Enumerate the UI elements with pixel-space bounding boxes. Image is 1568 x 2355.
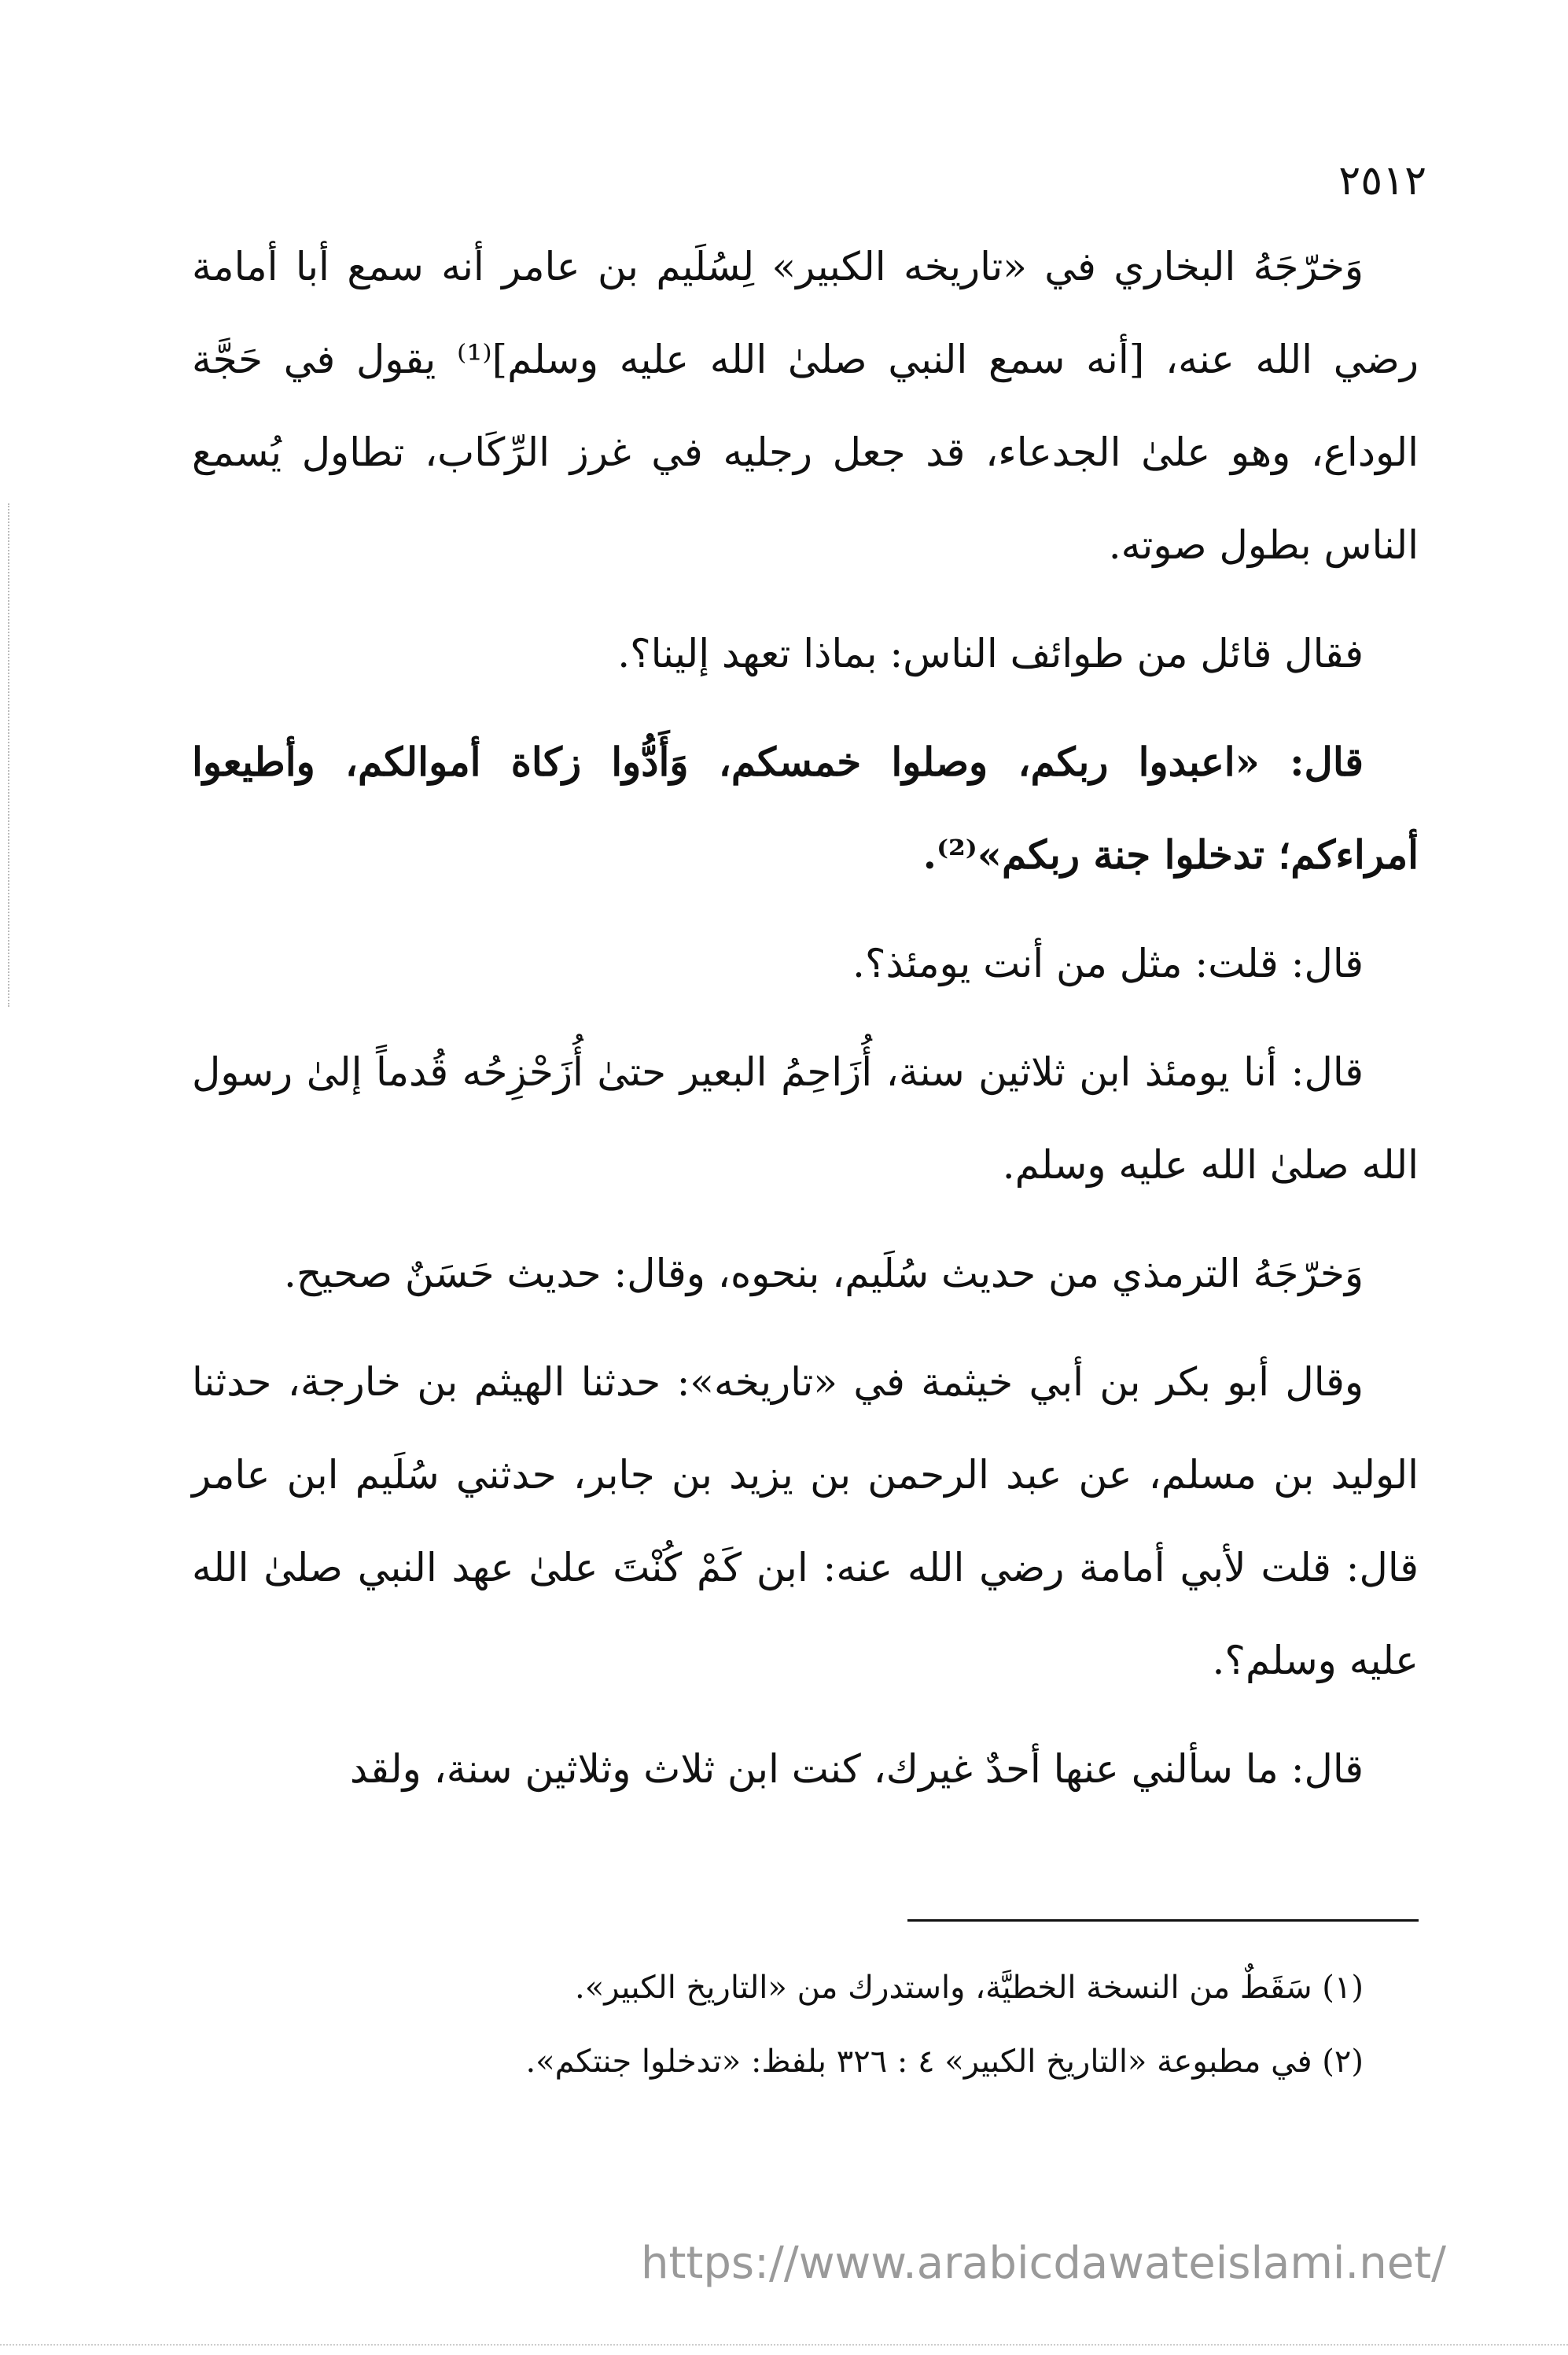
scan-bottom-edge <box>0 2344 1568 2350</box>
paragraph-tirmidhi: وَخرّجَهُ الترمذي من حديث سُلَيم، بنحوه، وقال: حديث حَسَنٌ صحيح. <box>284 1251 1364 1296</box>
page-number: ٢٥١٢ <box>1338 157 1426 205</box>
main-text <box>192 220 1419 1831</box>
paragraph-abu-bakr: وقال أبو بكر بن أبي خيثمة في «تاريخه»: حدثنا الهيثم بن خارجة، حدثنا الوليد بن مسلم، عن عبد الرحمن بن يزيد بن جابر، حدثني سُلَيم ابن عامر قال: قلت لأبي أمامة رضي الله عنه: ابن كَمْ كُنْتَ علىٰ عهد النبي صلىٰ الله عليه وسلم؟. <box>192 1359 1419 1683</box>
paragraph-bukhari: وَخرّجَهُ البخاري في «تاريخه الكبير» لِسُلَيم بن عامر أنه سمع أبا أمامة رضي الله عنه، [أنه سمع النبي صلىٰ الله عليه وسلم]⁽¹⁾ يقول في حَجَّة الوداع، وهو علىٰ الجدعاء، قد جعل رجليه في غرز الرِّكَاب، تطاول يُسمع الناس بطول صوته. <box>192 244 1419 568</box>
footnote-2: (٢) في مطبوعة «التاريخ الكبير» ٤ : ٣٢٦ بلفظ: «تدخلوا جنتكم». <box>525 2044 1364 2080</box>
paragraph-age-answer: قال: أنا يومئذ ابن ثلاثين سنة، أُزَاحِمُ البعير حتىٰ أُزَحْزِحُه قُدماً إلىٰ رسول الله صلىٰ الله عليه وسلم. <box>192 1049 1419 1188</box>
footnote-divider <box>907 1919 1419 1922</box>
footnotes <box>192 1951 1419 2099</box>
paragraph-reply: قال: ما سألني عنها أحدٌ غيرك، كنت ابن ثلاث وثلاثين سنة، ولقد <box>349 1746 1364 1792</box>
paragraph-age-question: قال: قلت: مثل من أنت يومئذ؟. <box>852 941 1364 986</box>
paragraph-question: فقال قائل من طوائف الناس: بماذا تعهد إلينا؟. <box>617 631 1364 676</box>
scan-margin-marks <box>8 503 13 1007</box>
footnote-1: (١) سَقَطٌ من النسخة الخطيَّة، واستدرك من «التاريخ الكبير». <box>575 1970 1364 2006</box>
watermark-url: https://www.arabicdawateislami.net/ <box>640 2238 1446 2289</box>
paragraph-answer: قال: «اعبدوا ربكم، وصلوا خمسكم، وَأَدُّوا زكاة أموالكم، وأطيعوا أمراءكم؛ تدخلوا جنة ربكم»⁽²⁾. <box>192 739 1419 878</box>
